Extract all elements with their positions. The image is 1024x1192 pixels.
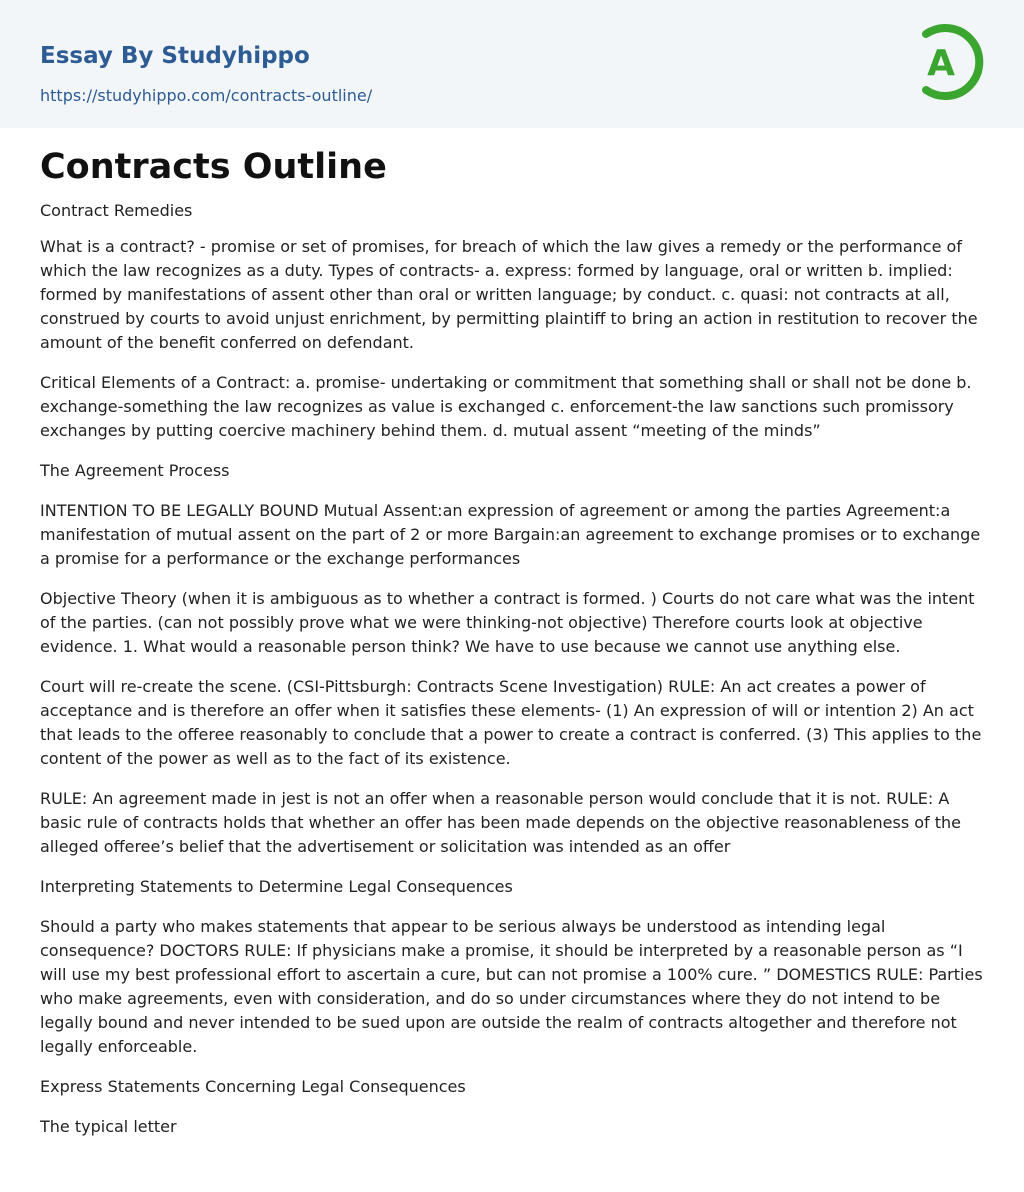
paragraph: The Agreement Process [40, 461, 230, 480]
paragraph: Contract Remedies [40, 201, 193, 220]
paragraph: Interpreting Statements to Determine Legal Consequences [40, 877, 513, 896]
paragraph: Critical Elements of a Contract: a. promise- undertaking or commitment that something shall or shall not be done b. exchange-something the law recognizes as value is exchanged c. enforcement-the law sanctions such promissory exchanges by putting coercive machinery behind them. d. mutual assent “meeting of the minds” [40, 373, 972, 440]
site-header [0, 0, 1024, 128]
paragraph: Court will re-create the scene. (CSI-Pittsburgh: Contracts Scene Investigation) RULE: An act creates a power of acceptance and is therefore an offer when it satisfies these elements- (1) An expression of will or intention 2) An act that leads to the offeree reasonably to conclude that a power to create a contract is conferred. (3) This applies to the content of the power as well as to the fact of its existence. [40, 677, 982, 768]
brand-title[interactable]: Essay By Studyhippo [40, 43, 310, 69]
page-title: Contracts Outline [40, 147, 387, 187]
paragraph: Express Statements Concerning Legal Consequences [40, 1077, 466, 1096]
paragraph: Objective Theory (when it is ambiguous as to whether a contract is formed. ) Courts do not care what was the intent of the parties. (can not possibly prove what we were thinking-not objective) Therefore courts look at objective evidence. 1. What would a reasonable person think? We have to use because we cannot use anything else. [40, 589, 975, 656]
paragraph: What is a contract? - promise or set of promises, for breach of which the law gives a remedy or the performance of which the law recognizes as a duty. Types of contracts- a. express: formed by language, oral or written b. implied: formed by manifestations of assent other than oral or written language; by conduct. c. quasi: not contracts at all, construed by courts to avoid unjust enrichment, by permitting plaintiff to bring an action in restitution to recover the amount of the benefit conferred on defendant. [40, 237, 978, 352]
studyhippo-logo-icon[interactable] [914, 18, 986, 106]
paragraph: RULE: An agreement made in jest is not an offer when a reasonable person would conclude that it is not. RULE: A basic rule of contracts holds that whether an offer has been made depends on the objective reasonableness of the alleged offeree’s belief that the advertisement or solicitation was intended as an offer [40, 789, 962, 856]
source-url-link[interactable]: https://studyhippo.com/contracts-outline/ [40, 86, 373, 105]
paragraph: The typical letter [40, 1117, 177, 1136]
logo-letter: A [927, 43, 955, 84]
essay-content [0, 128, 1024, 1139]
paragraph: Should a party who makes statements that appear to be serious always be understood as intending legal consequence? DOCTORS RULE: If physicians make a promise, it should be interpreted by a reasonable person as “I will use my best professional effort to ascertain a cure, but can not promise a 100% cure. ” DOMESTICS RULE: Parties who make agreements, even with consideration, and do so under circumstances where they do not intend to be legally bound and never intended to be sued upon are outside the realm of contracts altogether and therefore not legally enforceable. [40, 917, 983, 1056]
paragraph: INTENTION TO BE LEGALLY BOUND Mutual Assent:an expression of agreement or among the parties Agreement:a manifestation of mutual assent on the part of 2 or more Bargain:an agreement to exchange promises or to exchange a promise for a performance or the exchange performances [40, 501, 981, 568]
